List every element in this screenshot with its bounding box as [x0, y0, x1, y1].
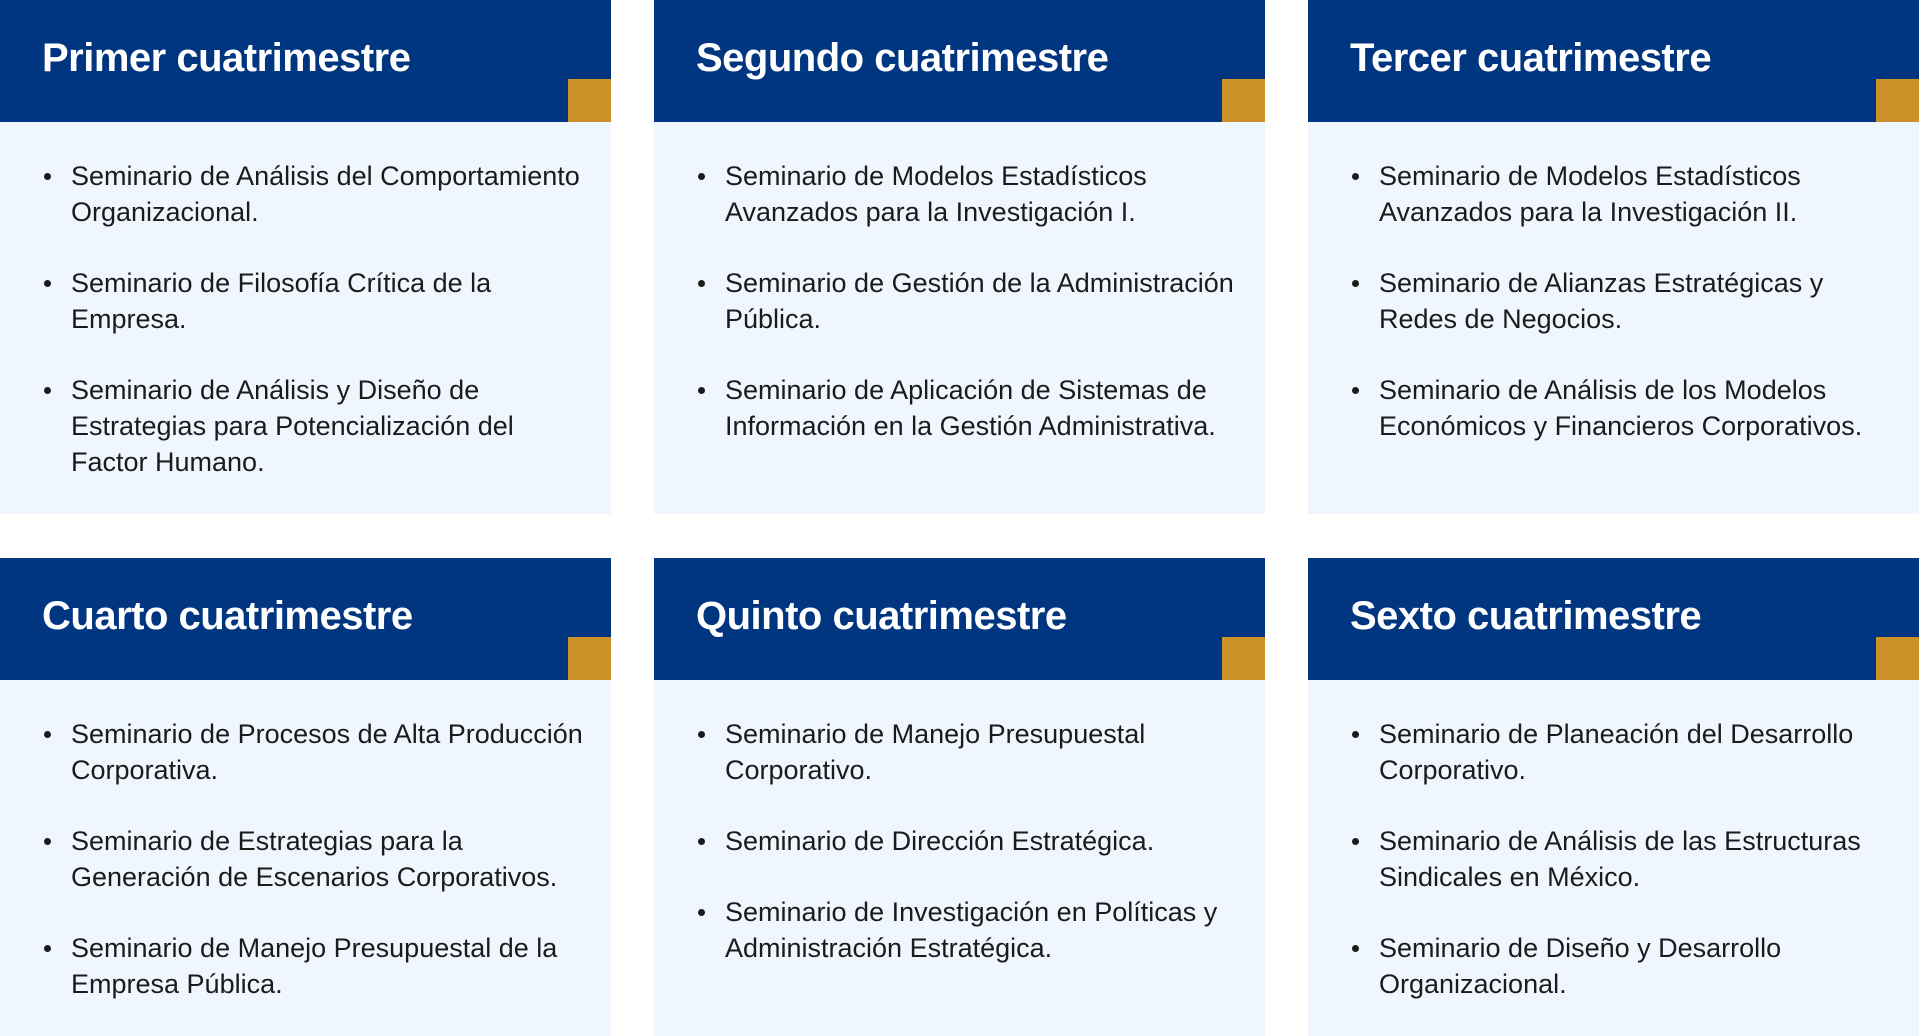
term-card-body: [654, 680, 1265, 1036]
course-item: [1350, 158, 1899, 230]
course-item: [1350, 930, 1899, 1002]
term-card-body: [0, 680, 611, 1036]
course-item: [1350, 265, 1899, 337]
accent-square: [568, 79, 611, 122]
term-card-body: [1308, 680, 1919, 1036]
bullet-icon: [44, 280, 51, 287]
course-name: Seminario de Análisis de los Modelos Económicos y Financieros Corporativos.: [1379, 375, 1863, 441]
course-item: [42, 823, 591, 895]
course-name: Seminario de Alianzas Estratégicas y Redes de Negocios.: [1379, 268, 1824, 334]
course-name: Seminario de Filosofía Crítica de la Empresa.: [71, 268, 492, 334]
course-item: [1350, 372, 1899, 444]
term-title: Primer cuatrimestre: [42, 36, 411, 80]
course-item: [1350, 823, 1899, 895]
course-list: [1350, 716, 1899, 1002]
course-name: Seminario de Análisis de las Estructuras Sindicales en México.: [1379, 826, 1861, 892]
course-list: [696, 716, 1245, 966]
course-name: Seminario de Aplicación de Sistemas de Información en la Gestión Administrativa.: [725, 375, 1216, 441]
bullet-icon: [1352, 173, 1359, 180]
course-item: [696, 716, 1245, 788]
course-name: Seminario de Investigación en Políticas y Administración Estratégica.: [725, 897, 1218, 963]
course-name: Seminario de Gestión de la Administración Pública.: [725, 268, 1234, 334]
course-name: Seminario de Modelos Estadísticos Avanzados para la Investigación II.: [1379, 161, 1801, 227]
course-name: Seminario de Manejo Presupuestal de la Empresa Pública.: [71, 933, 558, 999]
accent-square: [1222, 79, 1265, 122]
course-item: [696, 372, 1245, 444]
bullet-icon: [698, 173, 705, 180]
course-item: [42, 158, 591, 230]
accent-square: [1876, 637, 1919, 680]
course-item: [42, 372, 591, 480]
term-card-3: [1308, 0, 1919, 514]
course-list: [42, 158, 591, 480]
term-card-body: [0, 122, 611, 514]
course-name: Seminario de Estrategias para la Generación de Escenarios Corporativos.: [71, 826, 558, 892]
course-list: [696, 158, 1245, 444]
course-name: Seminario de Diseño y Desarrollo Organizacional.: [1379, 933, 1782, 999]
term-card-header: [0, 0, 611, 122]
course-name: Seminario de Planeación del Desarrollo Corporativo.: [1379, 719, 1854, 785]
bullet-icon: [1352, 387, 1359, 394]
course-item: [696, 823, 1245, 859]
course-item: [696, 158, 1245, 230]
bullet-icon: [1352, 838, 1359, 845]
accent-square: [568, 637, 611, 680]
bullet-icon: [1352, 280, 1359, 287]
course-list: [1350, 158, 1899, 444]
term-card-4: [0, 558, 611, 1036]
course-name: Seminario de Análisis y Diseño de Estrategias para Potencialización del Factor Humano.: [71, 375, 514, 477]
bullet-icon: [698, 387, 705, 394]
course-name: Seminario de Procesos de Alta Producción Corporativa.: [71, 719, 583, 785]
term-card-header: [1308, 558, 1919, 680]
term-title: Quinto cuatrimestre: [696, 594, 1067, 638]
course-item: [1350, 716, 1899, 788]
accent-square: [1876, 79, 1919, 122]
term-card-2: [654, 0, 1265, 514]
course-name: Seminario de Modelos Estadísticos Avanzados para la Investigación I.: [725, 161, 1147, 227]
course-item: [42, 716, 591, 788]
bullet-icon: [1352, 731, 1359, 738]
bullet-icon: [698, 731, 705, 738]
term-card-body: [1308, 122, 1919, 514]
bullet-icon: [698, 909, 705, 916]
bullet-icon: [698, 280, 705, 287]
bullet-icon: [44, 731, 51, 738]
term-card-header: [654, 0, 1265, 122]
course-item: [42, 265, 591, 337]
course-item: [696, 894, 1245, 966]
course-item: [42, 930, 591, 1002]
bullet-icon: [44, 945, 51, 952]
accent-square: [1222, 637, 1265, 680]
bullet-icon: [44, 173, 51, 180]
term-card-header: [0, 558, 611, 680]
course-name: Seminario de Análisis del Comportamiento Organizacional.: [71, 161, 580, 227]
bullet-icon: [44, 387, 51, 394]
course-list: [42, 716, 591, 1002]
term-card-header: [654, 558, 1265, 680]
term-card-header: [1308, 0, 1919, 122]
bullet-icon: [698, 838, 705, 845]
course-item: [696, 265, 1245, 337]
term-card-1: [0, 0, 611, 514]
bullet-icon: [44, 838, 51, 845]
course-name: Seminario de Manejo Presupuestal Corporativo.: [725, 719, 1146, 785]
bullet-icon: [1352, 945, 1359, 952]
term-card-5: [654, 558, 1265, 1036]
term-title: Tercer cuatrimestre: [1350, 36, 1712, 80]
term-title: Segundo cuatrimestre: [696, 36, 1109, 80]
course-name: Seminario de Dirección Estratégica.: [725, 826, 1155, 856]
term-title: Cuarto cuatrimestre: [42, 594, 413, 638]
term-card-6: [1308, 558, 1919, 1036]
term-title: Sexto cuatrimestre: [1350, 594, 1702, 638]
term-card-body: [654, 122, 1265, 514]
